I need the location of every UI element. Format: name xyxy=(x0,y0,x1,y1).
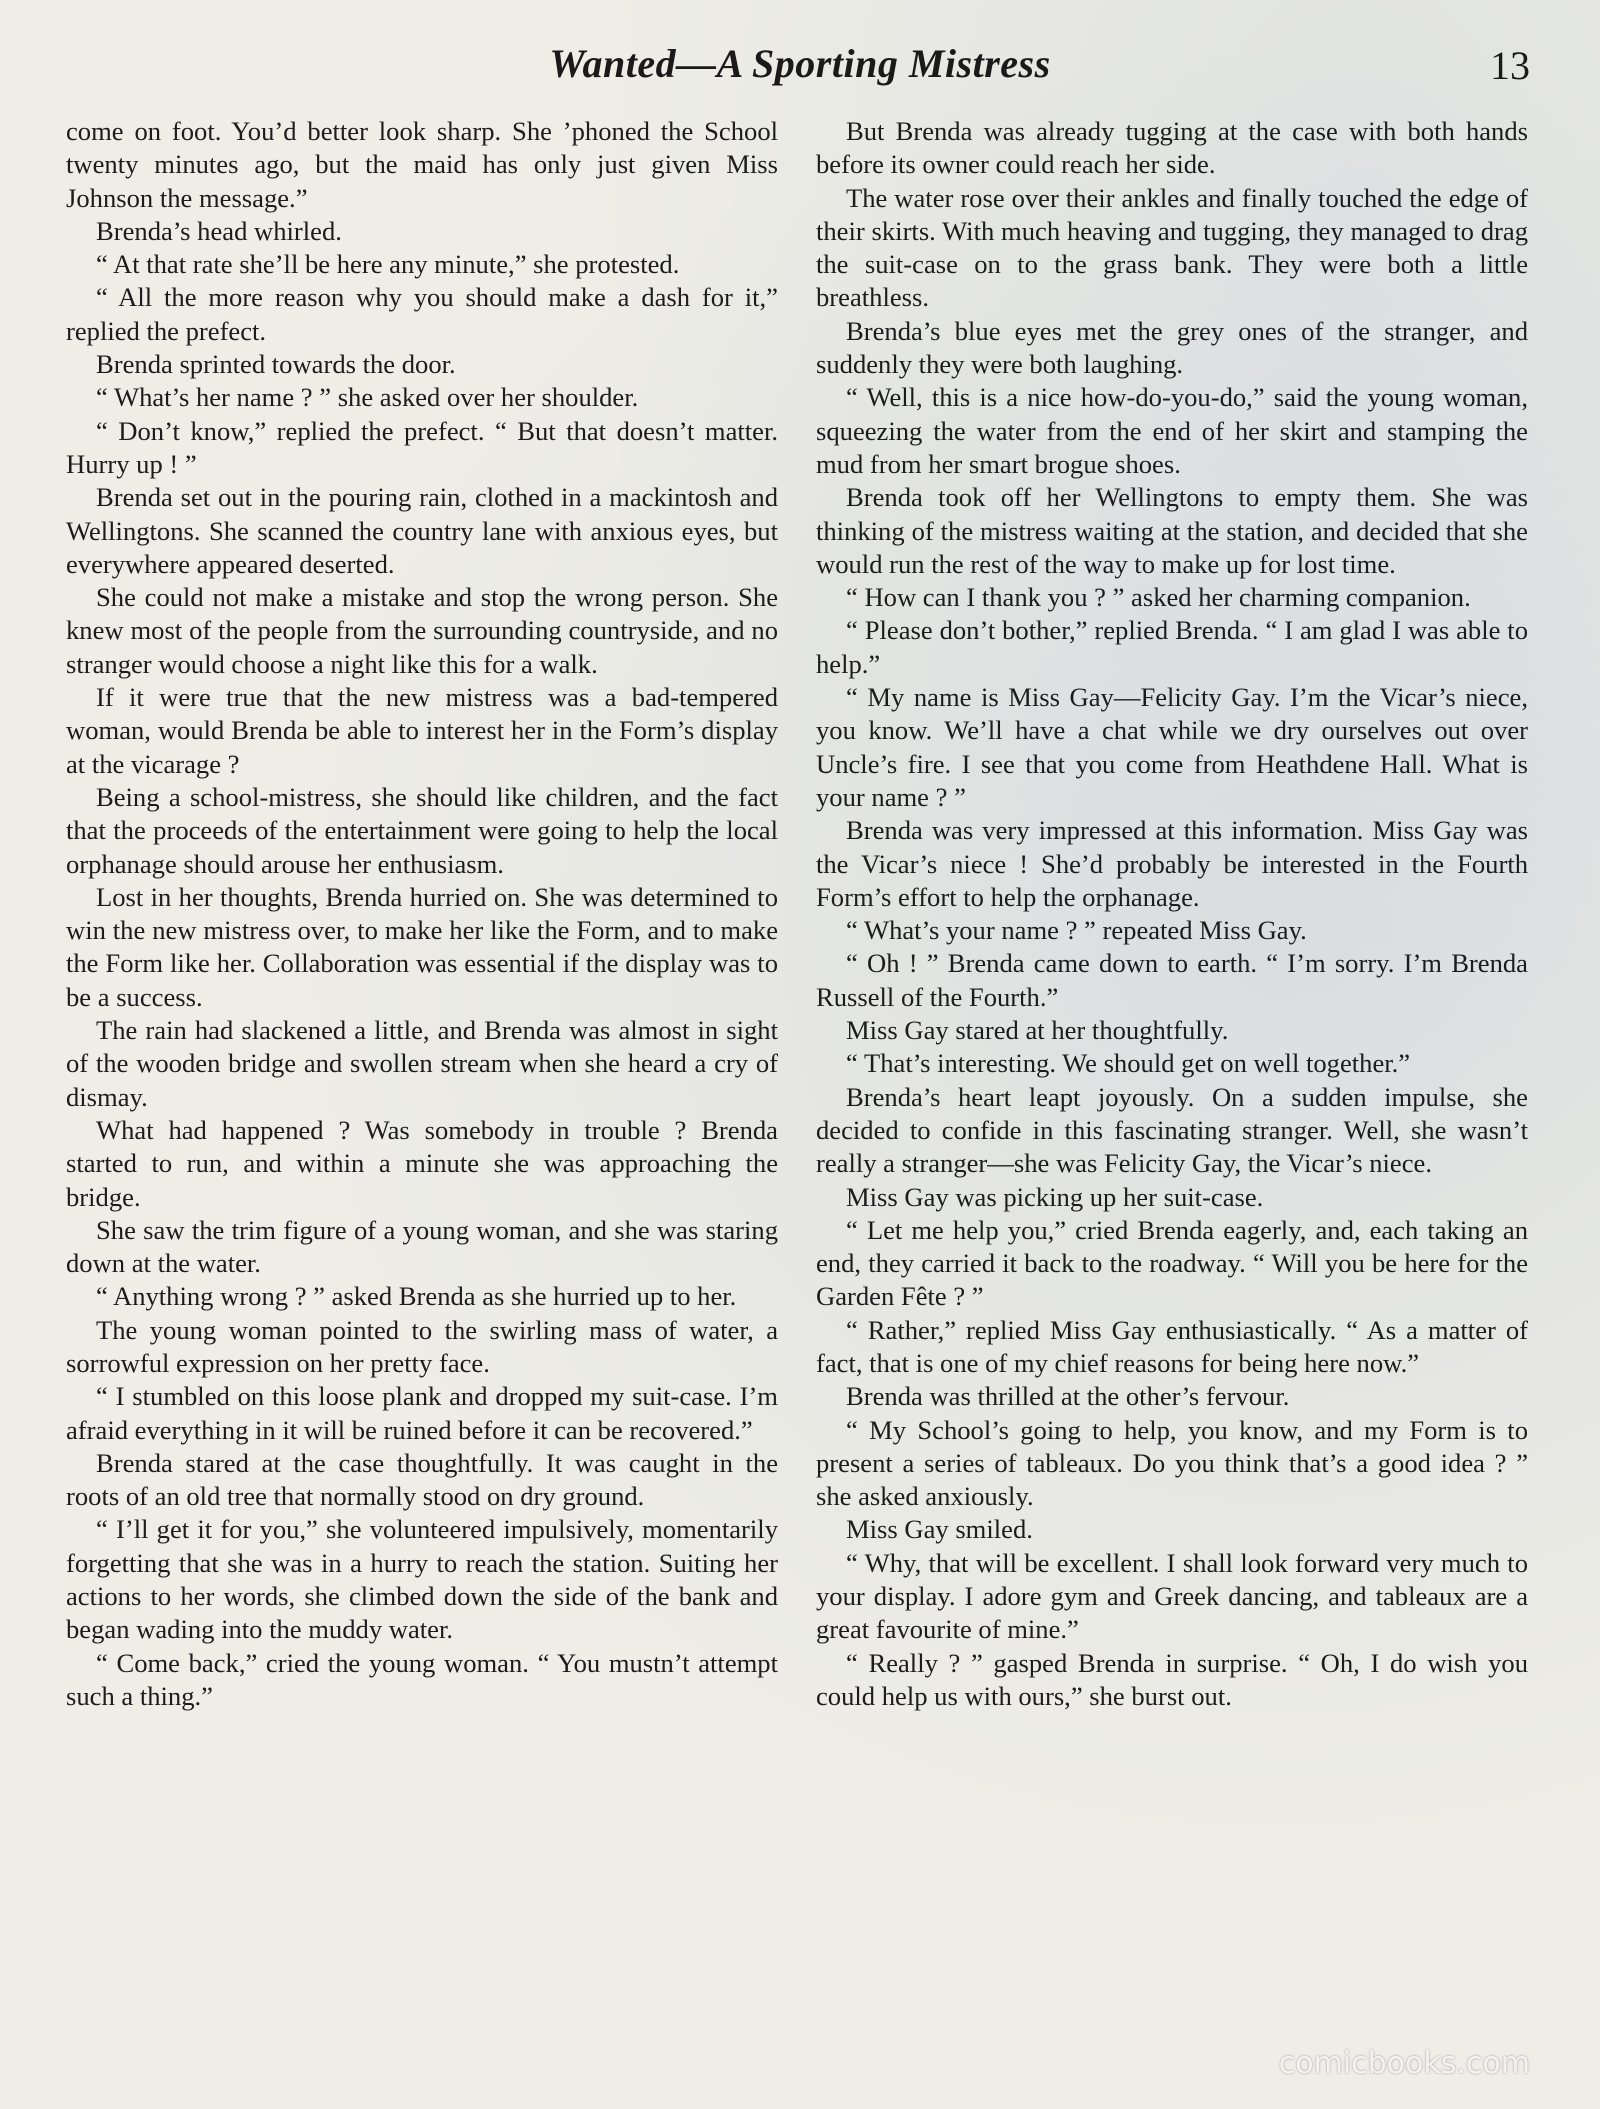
paragraph: What had happened ? Was somebody in trouble ? Brenda started to run, and within a minute she was approaching the bridge. xyxy=(66,1114,778,1212)
paragraph: “ I stumbled on this loose plank and dropped my suit-case. I’m afraid everything in it will be ruined before it can be recovered.” xyxy=(66,1381,778,1445)
paragraph: Brenda’s head whirled. xyxy=(96,215,342,246)
paragraph: “ What’s your name ? ” repeated Miss Gay. xyxy=(846,915,1307,946)
paragraph: Brenda’s blue eyes met the grey ones of the stranger, and suddenly they were both laughing. xyxy=(816,315,1528,380)
paragraph: “ How can I thank you ? ” asked her charming companion. xyxy=(846,582,1471,613)
paragraph: “ Why, that will be excellent. I shall look forward very much to your display. I adore gym and Greek dancing, and tableaux are a great favourite of mine.” xyxy=(816,1547,1528,1645)
paragraph: She could not make a mistake and stop the wrong person. She knew most of the people from the surrounding countryside, and no stranger would choose a night like this for a walk. xyxy=(66,582,778,679)
paragraph: “ Really ? ” gasped Brenda in surprise. “ Oh, I do wish you could help us with ours,” she burst out. xyxy=(816,1647,1528,1711)
paragraph: “ That’s interesting. We should get on well together.” xyxy=(846,1048,1411,1079)
paragraph: If it were true that the new mistress was a bad-tempered woman, would Brenda be able to interest her in the Form’s display at the vicarage ? xyxy=(66,682,778,779)
paragraph: But Brenda was already tugging at the case with both hands before its owner could reach her side. xyxy=(816,116,1528,180)
paragraph: Miss Gay smiled. xyxy=(846,1514,1033,1545)
paragraph: “ My name is Miss Gay—Felicity Gay. I’m the Vicar’s niece, you know. We’ll have a chat while we dry ourselves out over Uncle’s fire. I see that you come from Heathdene Hall. What is your name ? ” xyxy=(816,682,1528,812)
paragraph: “ At that rate she’ll be here any minute,” she protested. xyxy=(96,249,680,280)
left-text-column xyxy=(66,115,778,1713)
paragraph: “ I’ll get it for you,” she volunteered impulsively, momentarily forgetting that she was in a hurry to reach the station. Suiting her actions to her words, she climbed down the side of the bank and began wading into the muddy water. xyxy=(66,1514,778,1645)
right-text-column xyxy=(816,115,1528,1713)
paragraph: Being a school-mistress, she should like children, and the fact that the proceeds of the entertainment were going to help the local orphanage should arouse her enthusiasm. xyxy=(66,781,778,879)
paragraph: Lost in her thoughts, Brenda hurried on. She was determined to win the new mistress over, to make her like the Form, and to make the Form like her. Collaboration was essential if the display was to be a success. xyxy=(66,881,778,1012)
page-number: 13 xyxy=(1490,43,1530,88)
paragraph: “ Oh ! ” Brenda came down to earth. “ I’m sorry. I’m Brenda Russell of the Fourth.” xyxy=(816,948,1528,1012)
paragraph: “ Rather,” replied Miss Gay enthusiastically. “ As a matter of fact, that is one of my chief reasons for being here now.” xyxy=(816,1314,1528,1378)
paragraph: Brenda was thrilled at the other’s fervour. xyxy=(846,1381,1290,1412)
paragraph: come on foot. You’d better look sharp. She ’phoned the School twenty minutes ago, but the maid has only just given Miss Johnson the message.” xyxy=(66,116,778,213)
paragraph: The rain had slackened a little, and Brenda was almost in sight of the wooden bridge and swollen stream when she heard a cry of dismay. xyxy=(66,1015,778,1112)
paragraph: The water rose over their ankles and finally touched the edge of their skirts. With much heaving and tugging, they managed to drag the suit-case on to the grass bank. They were both a little breathless. xyxy=(816,182,1528,313)
paragraph: “ Don’t know,” replied the prefect. “ But that doesn’t matter. Hurry up ! ” xyxy=(66,415,778,479)
page-header xyxy=(0,40,1600,100)
paragraph: “ What’s her name ? ” she asked over her shoulder. xyxy=(96,382,639,413)
paragraph: “ Please don’t bother,” replied Brenda. “ I am glad I was able to help.” xyxy=(816,615,1528,679)
paragraph: “ Come back,” cried the young woman. “ You mustn’t attempt such a thing.” xyxy=(66,1647,778,1711)
running-title: Wanted—A Sporting Mistress xyxy=(549,41,1051,86)
paragraph: Brenda was very impressed at this information. Miss Gay was the Vicar’s niece ! She’d probably be interested in the Fourth Form’s effort to help the orphanage. xyxy=(816,815,1528,912)
paragraph: Miss Gay stared at her thoughtfully. xyxy=(846,1015,1229,1046)
paragraph: Brenda sprinted towards the door. xyxy=(96,349,456,380)
paragraph: “ Well, this is a nice how-do-you-do,” said the young woman, squeezing the water from the end of her skirt and stamping the mud from her smart brogue shoes. xyxy=(816,382,1528,479)
paragraph: “ My School’s going to help, you know, and my Form is to present a series of tableaux. Do you think that’s a good idea ? ” she asked anxiously. xyxy=(816,1414,1528,1512)
paragraph: “ All the more reason why you should make a dash for it,” replied the prefect. xyxy=(66,282,778,346)
paragraph: She saw the trim figure of a young woman, and she was staring down at the water. xyxy=(66,1214,778,1279)
paragraph: Miss Gay was picking up her suit-case. xyxy=(846,1181,1264,1212)
paragraph: The young woman pointed to the swirling mass of water, a sorrowful expression on her pretty face. xyxy=(66,1314,778,1378)
watermark: comicbooks.com xyxy=(1278,2046,1530,2081)
paragraph: Brenda took off her Wellingtons to empty them. She was thinking of the mistress waiting at the station, and decided that she would run the rest of the way to make up for lost time. xyxy=(816,482,1528,579)
paragraph: Brenda’s heart leapt joyously. On a sudden impulse, she decided to confide in this fascinating stranger. Well, she wasn’t really a stranger—she was Felicity Gay, the Vicar’s niece. xyxy=(816,1081,1528,1179)
paragraph: “ Anything wrong ? ” asked Brenda as she hurried up to her. xyxy=(96,1281,737,1312)
paragraph: “ Let me help you,” cried Brenda eagerly, and, each taking an end, they carried it back to the roadway. “ Will you be here for the Garden Fête ? ” xyxy=(816,1214,1528,1312)
paragraph: Brenda stared at the case thoughtfully. It was caught in the roots of an old tree that normally stood on dry ground. xyxy=(66,1447,778,1512)
paragraph: Brenda set out in the pouring rain, clothed in a mackintosh and Wellingtons. She scanned the country lane with anxious eyes, but everywhere appeared deserted. xyxy=(66,482,778,579)
